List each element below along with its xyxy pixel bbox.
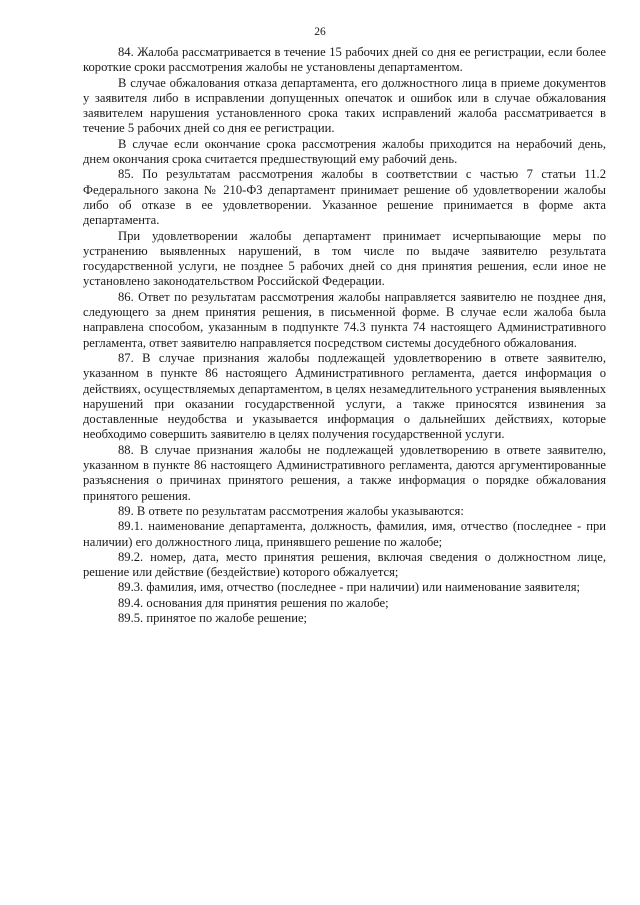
paragraph-85-satisfaction: При удовлетворении жалобы департамент принимает исчерпывающие меры по устранению выявленных нарушений, в том числе по выдаче заявителю результата государственной услуги, не позднее 5 рабочих дней со дня принятия решения, если иное не установлено законодательством Российской Федерации. [83, 228, 606, 289]
paragraph-89-5: 89.5. принятое по жалобе решение; [118, 610, 308, 625]
paragraph-84-refusal: В случае обжалования отказа департамента, его должностного лица в приеме документов у заявителя либо в исправлении допущенных опечаток и ошибок или в случае обжалования заявителем нарушения установленного срока таких исправлений жалоба рассматривается в течение 5 рабочих дней со дня ее регистрации. [83, 75, 606, 136]
paragraph-89-2: 89.2. номер, дата, место принятия решения, включая сведения о должностном лице, решение или действие (бездействие) которого обжалуется; [83, 549, 606, 580]
paragraph-85: 85. По результатам рассмотрения жалобы в соответствии с частью 7 статьи 11.2 Федерального закона № 210-ФЗ департамент принимает решение об удовлетворении жалобы либо об отказе в ее удовлетворении. Указанное решение принимается в форме акта департамента. [83, 167, 606, 228]
paragraph-89: 89. В ответе по результатам рассмотрения жалобы указываются: [118, 503, 464, 518]
paragraph-87: 87. В случае признания жалобы подлежащей удовлетворению в ответе заявителю, указанном в пункте 86 настоящего Административного регламента, дается информация о действиях, осуществляемых департаментом, в целях незамедлительного устранения выявленных нарушений при оказании государственной услуги, а также приносятся извинения за доставленные неудобства и указывается информация о дальнейших действиях, которые необходимо совершить заявителю в целях получения государственной услуги. [83, 350, 606, 442]
paragraph-89-3: 89.3. фамилия, имя, отчество (последнее - при наличии) или наименование заявителя; [118, 580, 581, 595]
paragraph-84-holiday: В случае если окончание срока рассмотрения жалобы приходится на нерабочий день, днем окончания срока считается предшествующий ему рабочий день. [83, 136, 606, 167]
paragraph-89-4: 89.4. основания для принятия решения по жалобе; [118, 595, 389, 610]
paragraph-88: 88. В случае признания жалобы не подлежащей удовлетворению в ответе заявителю, указанном в пункте 86 настоящего Административного регламента, даются аргументированные разъяснения о причинах принятого решения, а также информация о порядке обжалования принятого решения. [83, 442, 606, 503]
paragraph-84: 84. Жалоба рассматривается в течение 15 рабочих дней со дня ее регистрации, если более короткие сроки рассмотрения жалобы не установлены департаментом. [83, 45, 606, 75]
paragraph-86: 86. Ответ по результатам рассмотрения жалобы направляется заявителю не позднее дня, следующего за днем принятия решения, в письменной форме. В случае если жалоба была направлена способом, указанным в подпункте 74.3 пункта 74 настоящего Административного регламента, ответ заявителю направляется посредством системы досудебного обжалования. [83, 289, 606, 350]
paragraph-89-1: 89.1. наименование департамента, должность, фамилия, имя, отчество (последнее - при наличии) его должностного лица, принявшего решение по жалобе; [83, 519, 606, 549]
document-body [83, 45, 606, 626]
page-number: 26 [314, 26, 326, 38]
